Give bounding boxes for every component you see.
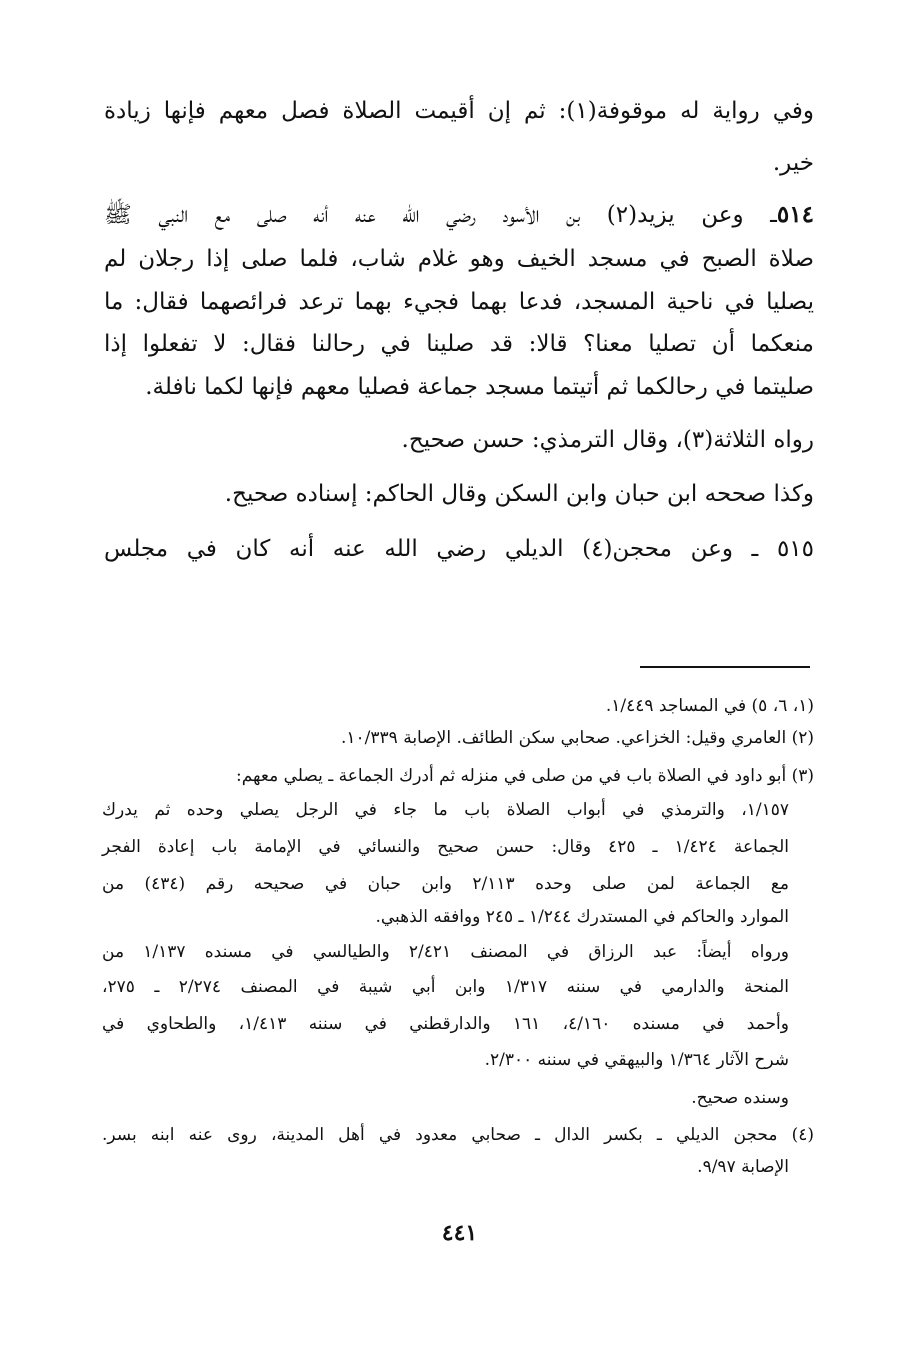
footnote-3-line-3: الجماعة ١/٤٢٤ ـ ٤٢٥ وقال: حسن صحيح والنسائي في الإمامة باب إعادة الفجر	[102, 837, 790, 857]
hadith-514-line-3: يصليا في ناحية المسجد، فدعا بهما فجيء بهما ترعد فرائصهما فقال: ما	[104, 289, 814, 315]
footnote-divider	[640, 666, 810, 668]
body-line-2: خير.	[772, 150, 814, 176]
footnote-2: (٢) العامري وقيل: الخزاعي. صحابي سكن الطائف. الإصابة ١٠/٣٣٩.	[341, 728, 814, 748]
footnote-3-line-5: الموارد والحاكم في المستدرك ١/٢٤٤ ـ ٢٤٥ ووافقه الذهبي.	[375, 907, 789, 927]
footnote-3-line-8: وأحمد في مسنده ٤/١٦٠، ١٦١ والدارقطني في سننه ١/٤١٣، والطحاوي في	[102, 1014, 789, 1034]
hadith-514-line-1	[104, 200, 814, 230]
hadith-number: ٥١٤	[776, 201, 814, 228]
footnote-1: (١، ٦، ٥) في المساجد ١/٤٤٩.	[605, 696, 814, 716]
hadith-514-line-5: صليتما في رحالكما ثم أتيتما مسجد جماعة فصليا معهم فإنها لكما نافلة.	[145, 374, 814, 400]
page-number: ٤٤١	[441, 1220, 478, 1246]
footnote-4-line-1: (٤) محجن الديلي ـ بكسر الدال ـ صحابي معدود في أهل المدينة، روى عنه ابنه بسر.	[102, 1125, 814, 1145]
footnote-3-line-9: شرح الآثار ١/٣٦٤ والبيهقي في سننه ٢/٣٠٠.	[484, 1050, 789, 1070]
body-line-1: وفي رواية له موقوفة(١): ثم إن أقيمت الصلاة فصل معهم فإنها زيادة	[104, 98, 814, 124]
narration-line: رواه الثلاثة(٣)، وقال الترمذي: حسن صحيح.	[401, 427, 814, 453]
footnote-3-line-4: مع الجماعة لمن صلى وحده ٢/١١٣ وابن حبان في صحيحه رقم (٤٣٤) من	[102, 874, 789, 894]
footnote-3-line-2: ١/١٥٧، والترمذي في أبواب الصلاة باب ما جاء في الرجل يصلي وحده ثم يدرك	[102, 800, 789, 820]
hadith-514-line-2: صلاة الصبح في مسجد الخيف وهو غلام شاب، فلما صلى إذا رجلان لم	[104, 246, 814, 272]
footnote-3-line-10: وسنده صحيح.	[691, 1088, 789, 1108]
hadith-514-line-4: منعكما أن تصليا معنا؟ قالا: قد صلينا في رحالنا فقال: لا تفعلوا إذا	[104, 331, 814, 357]
authentication-line: وكذا صححه ابن حبان وابن السكن وقال الحاكم: إسناده صحيح.	[224, 481, 814, 507]
footnote-3-line-6: ورواه أيضاً: عبد الرزاق في المصنف ٢/٤٢١ والطيالسي في مسنده ١/١٣٧ من	[102, 942, 790, 962]
hadith-515-line-1	[104, 534, 814, 564]
footnote-3-line-7: المنحة والدارمي في سننه ١/٣١٧ وابن أبي شيبة في المصنف ٢/٢٧٤ ـ ٢٧٥،	[102, 977, 789, 997]
hadith-514-text: ـ وعن يزيد(٢) بن الأسود رضي الله عنه أنه صلى مع النبي ﷺ	[104, 202, 777, 228]
footnote-4-line-2: الإصابة ٩/٩٧.	[697, 1157, 789, 1177]
footnote-3-line-1: (٣) أبو داود في الصلاة باب في من صلى في منزله ثم أدرك الجماعة ـ يصلي معهم:	[235, 766, 814, 786]
hadith-number: ٥١٥	[776, 536, 814, 562]
hadith-515-text: ـ وعن محجن(٤) الديلي رضي الله عنه أنه كان في مجلس	[104, 536, 777, 562]
